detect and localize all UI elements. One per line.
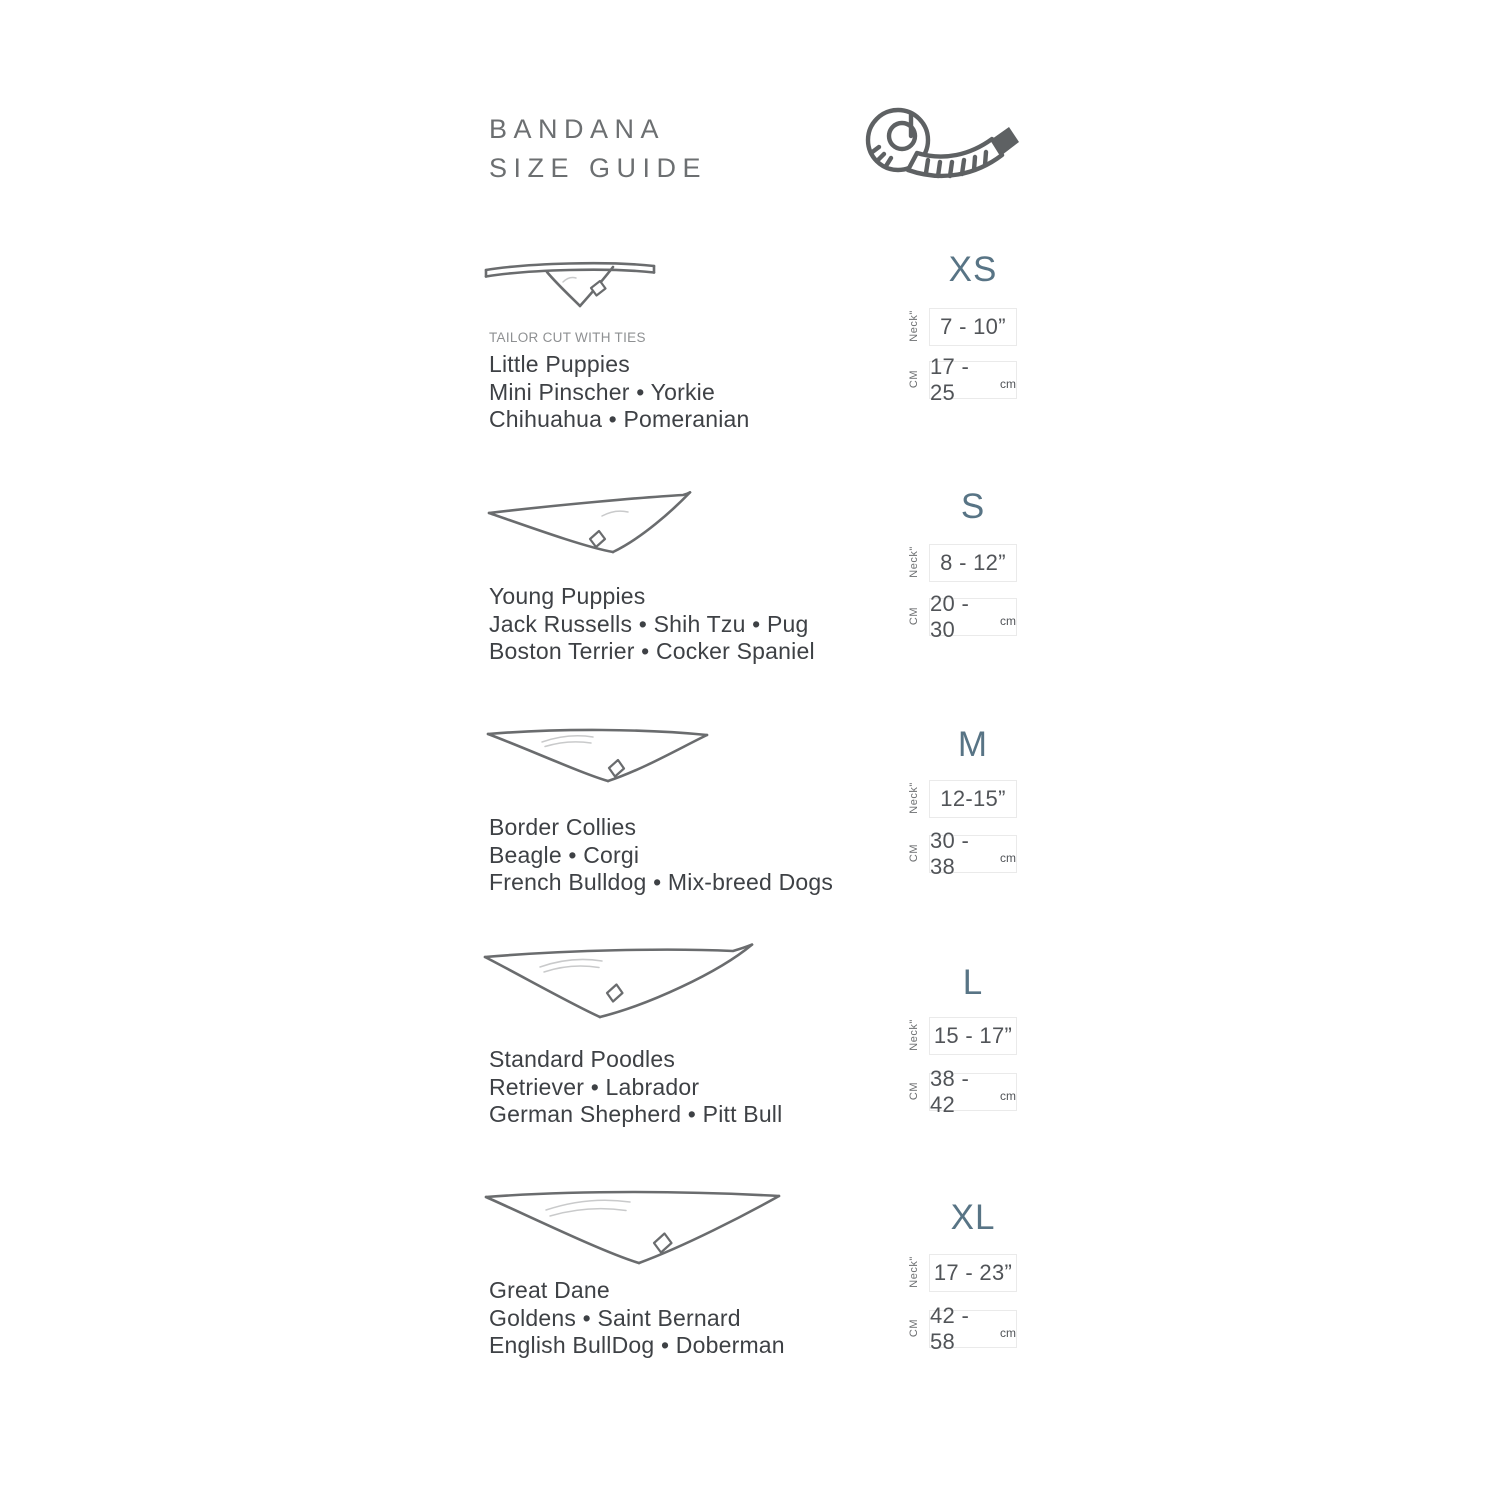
s-neck-inches-value: 8 - 12” (929, 544, 1017, 582)
bandana-xs-illustration (484, 256, 656, 310)
xs-neck-inches-value: 7 - 10” (929, 308, 1017, 346)
page-title-line2: SIZE GUIDE (489, 153, 708, 183)
fit-line: Great Dane (489, 1277, 610, 1303)
fit-line: Beagle • Corgi (489, 841, 640, 868)
fit-line: Border Collies (489, 814, 637, 840)
bandana-s-illustration (486, 489, 692, 555)
fit-line: Young Puppies (489, 583, 646, 609)
m-neck-inches-value: 12-15” (929, 780, 1017, 818)
neck-unit-label: Neck" (908, 1256, 920, 1288)
neck-unit-label: Neck" (908, 546, 920, 578)
fit-line: French Bulldog • Mix-breed Dogs (489, 869, 834, 895)
cm-unit-label: CM (908, 1318, 920, 1338)
fit-line: Standard Poodles (489, 1046, 676, 1072)
m-neck-cm-value: 30 - 38 cm (930, 828, 1016, 879)
neck-unit-label: Neck" (908, 310, 920, 342)
size-code-s: S (960, 487, 986, 526)
neck-unit-label: Neck" (908, 782, 920, 814)
s-breed-list (489, 583, 815, 666)
page-title (489, 110, 707, 188)
xl-breed-list (489, 1277, 785, 1360)
page-title-line1: BANDANA (489, 114, 666, 144)
measuring-tape-icon (838, 96, 1022, 200)
fit-line: Chihuahua • Pomeranian (489, 406, 750, 432)
fit-line: English BullDog • Doberman (489, 1332, 785, 1358)
fit-line: Retriever • Labrador (489, 1073, 700, 1100)
fit-line: Jack Russells • Shih Tzu • Pug (489, 610, 809, 637)
xs-breed-list (489, 351, 750, 434)
xs-cut-note: TAILOR CUT WITH TIES (489, 330, 646, 345)
cm-unit-label: CM (908, 1081, 920, 1101)
fit-line: Goldens • Saint Bernard (489, 1304, 741, 1331)
fit-line: Little Puppies (489, 351, 630, 377)
cm-unit-label: CM (908, 369, 920, 389)
fit-line: Mini Pinscher • Yorkie (489, 378, 715, 405)
l-neck-cm-value: 38 - 42 cm (930, 1066, 1016, 1117)
size-code-m: M (957, 725, 989, 764)
bandana-l-illustration (483, 943, 757, 1019)
bandana-m-illustration (486, 725, 710, 787)
s-neck-cm-value: 20 - 30 cm (930, 591, 1016, 642)
fit-line: Boston Terrier • Cocker Spaniel (489, 638, 815, 664)
xs-neck-cm-value: 17 - 25 cm (930, 354, 1016, 405)
xl-neck-inches-value: 17 - 23” (929, 1254, 1017, 1292)
size-code-xs: XS (948, 250, 998, 289)
size-code-xl: XL (950, 1198, 996, 1237)
l-breed-list (489, 1046, 782, 1129)
size-code-l: L (962, 963, 984, 1002)
fit-line: German Shepherd • Pitt Bull (489, 1101, 783, 1127)
l-neck-inches-value: 15 - 17” (929, 1017, 1017, 1055)
cm-unit-label: CM (908, 606, 920, 626)
cm-unit-label: CM (908, 843, 920, 863)
m-breed-list (489, 814, 833, 897)
bandana-xl-illustration (483, 1186, 783, 1268)
xl-neck-cm-value: 42 - 58 cm (930, 1303, 1016, 1354)
neck-unit-label: Neck" (908, 1019, 920, 1051)
